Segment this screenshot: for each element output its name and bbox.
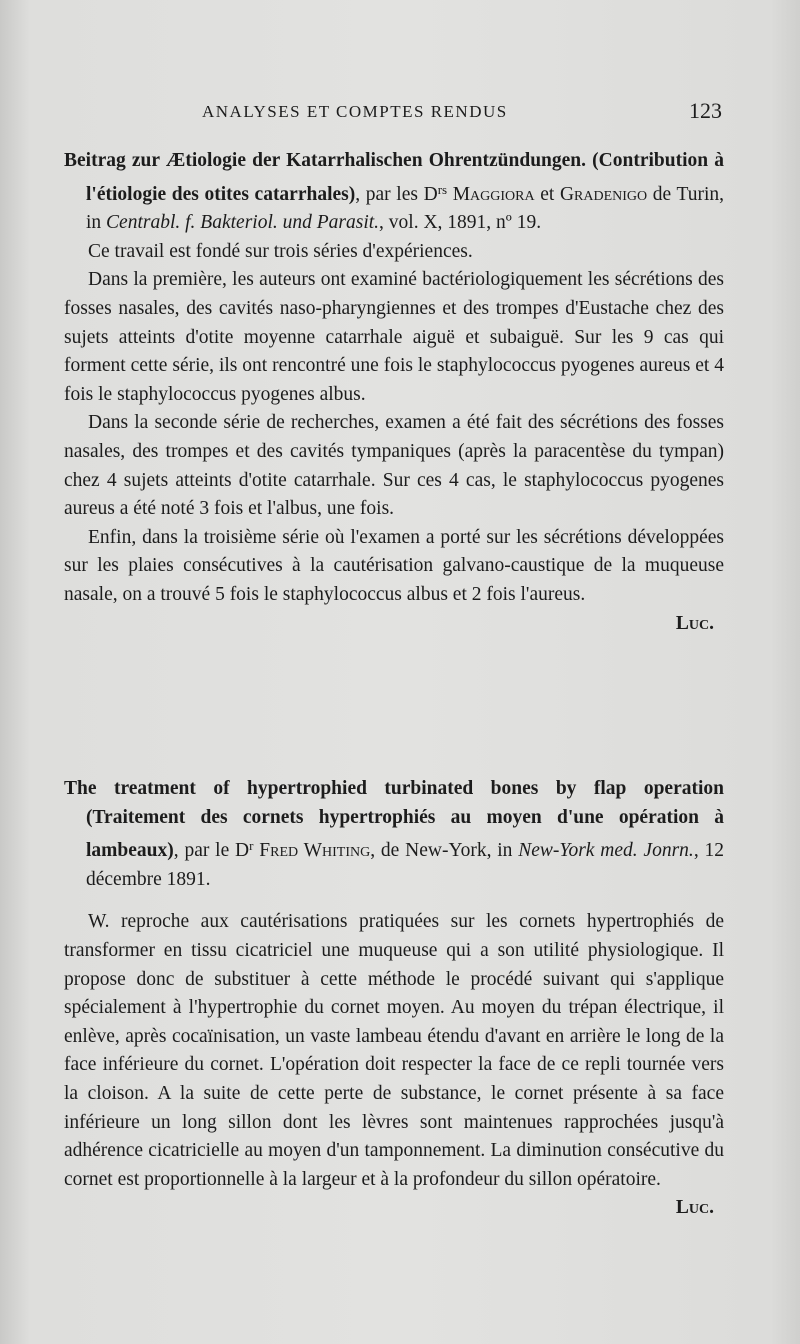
article-1-title: Beitrag zur Ætiologie der Katarrhalischen Ohrentzündungen. [64,150,587,171]
article-2-paragraph: W. reproche aux cautérisations pratiquées sur les cornets hypertrophiés de transformer en tissu cicatriciel une muqueuse qui a son utilité physiologique. Il propose donc de substituer à cette méthode le procédé suivant qui s'applique spécialement à l'hypertrophie du cornet moyen. Au moyen du trépan électrique, il enlève, après cocaïnisation, un vaste lambeau étendu d'avant en arrière le long de la face inférieure du cornet. L'opération doit respecter la face de ce repli tournée vers la cloison. A la suite de cette perte de substance, le cornet présente à sa face inférieure un long sillon dont les lèvres sont maintenues rapprochées jusqu'à adhérence cicatricielle au moyen d'un tamponnement. La diminution consécutive du cornet est proportionnelle à la largeur et à la profondeur du sillon opératoire. [64,911,724,1190]
article-1-paragraph: Dans la première, les auteurs ont examiné bactériologiquement les sécrétions des fosses nasales, des cavités naso-pharyngiennes et des trompes d'Eustache chez des sujets atteints d'otite moyenne catarrhale aiguë et subaiguë. Sur les 9 cas qui forment cette série, ils ont rencontré une fois le staphylococcus pyogenes aureus et 4 fois le staphylococcus pyogenes albus. [64,269,724,405]
article-2-title: The treatment of hypertrophied turbinated bones by flap operation (Traitement des cornets hypertrophiés au moyen d'une opération à lambeaux) [64,778,724,862]
article-1-reference: , vol. X, 1891, nº 19. [379,212,542,234]
article-1-paragraph: Ce travail est fondé sur trois séries d'expériences. [88,240,473,262]
article-2-dr-superscript: r [249,838,254,854]
article-1-author-1: Maggiora [452,183,535,205]
review-article-1 [64,147,724,638]
article-1-and: et [534,183,560,205]
article-2-signature: Luc. [675,1197,714,1219]
article-1-paragraph: Enfin, dans la troisième série où l'examen a porté sur les sécrétions développées sur les plaies consécutives à la cautérisation galvano-caustique de la muqueuse nasale, on a trouvé 5 fois le staphylococcus albus et 2 fois l'aureus. [64,526,724,605]
article-2-place: , de New-York, in [370,840,519,862]
article-1-drs-superscript: rs [437,181,448,197]
page-header [62,100,722,126]
article-1-paragraph: Dans la seconde série de recherches, examen a été fait des sécrétions des fosses nasales, des trompes et des cavités tympaniques (après la paracentèse du tympan) chez 4 sujets atteints d'otite catarrhale. Sur ces 4 cas, le staphylococcus pyogenes aureus a été noté 3 fois et l'albus, une fois. [64,412,724,520]
article-1-place: de Turin, in [86,183,724,234]
article-2-by: , par le D [173,840,250,862]
article-1-journal: Centrabl. f. Bakteriol. und Parasit. [106,212,380,234]
article-2-author: Fred Whiting [259,840,371,862]
article-2-citation [64,775,724,894]
page-number: 123 [689,98,722,123]
running-head: ANALYSES ET COMPTES RENDUS [202,102,508,121]
article-1-signature: Luc. [675,612,714,634]
review-article-2 [64,775,724,1223]
article-1-author-2: Gradenigo [559,183,648,205]
article-2-journal: New-York med. Jonrn. [518,840,694,862]
article-1-by: , par les D [355,183,438,205]
article-1-title-translation: (Contribution à l'étiologie des otites catarrhales) [86,150,725,205]
article-1-citation [64,147,724,238]
article-2-date: , 12 décembre 1891. [86,840,725,890]
